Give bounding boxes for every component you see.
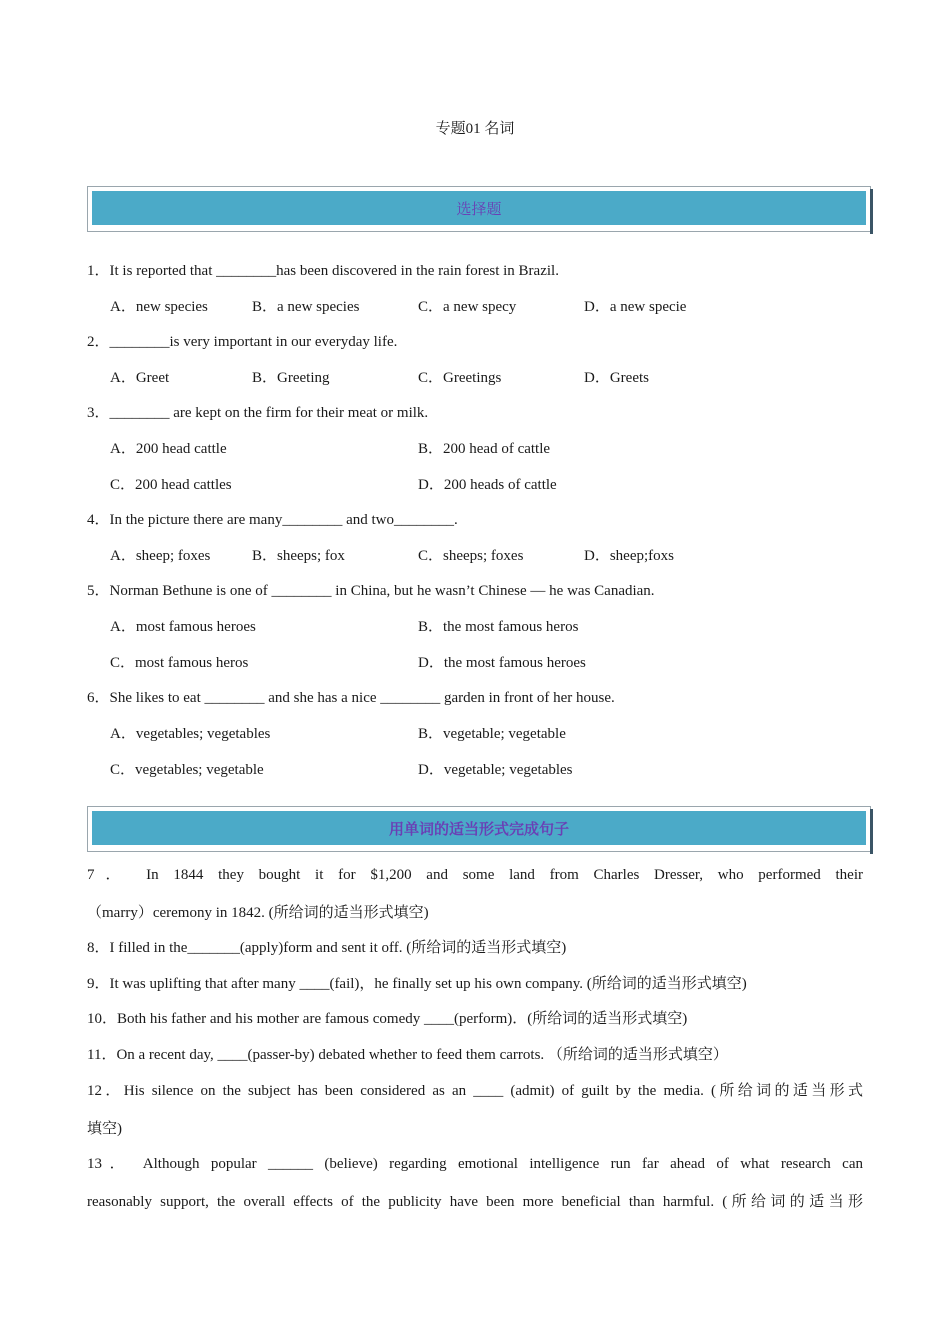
question-9: 9．It was uplifting that after many ____(fail)，he finally set up his own company. (所给词的适当形式填空) <box>87 976 747 992</box>
question-5-option-b: B．the most famous heros <box>418 619 579 635</box>
question-4-option-c: C．sheeps; foxes <box>418 548 524 564</box>
question-3-option-c: C．200 head cattles <box>110 477 232 493</box>
question-7-line-1: 7． In 1844 they bought it for $1,200 and some land from Charles Dresser, who performed their <box>87 867 863 883</box>
question-6-option-d: D．vegetable; vegetables <box>418 762 573 778</box>
question-4-stem: 4．In the picture there are many________ and two________. <box>87 512 458 528</box>
question-10: 10．Both his father and his mother are famous comedy ____(perform)．(所给词的适当形式填空) <box>87 1011 688 1027</box>
question-12-line-1: 12．His silence on the subject has been considered as an ____ (admit) of guilt by the media. (所给词的适当形式 <box>87 1083 863 1099</box>
question-3-option-d: D．200 heads of cattle <box>418 477 557 493</box>
question-8: 8．I filled in the_______(apply)form and sent it off. (所给词的适当形式填空) <box>87 940 567 956</box>
question-5-option-a: A．most famous heroes <box>110 619 256 635</box>
question-6-option-b: B．vegetable; vegetable <box>418 726 566 742</box>
question-12-line-2: 填空) <box>87 1121 122 1137</box>
section-title-choice: 选择题 <box>92 191 866 225</box>
question-4-option-a: A．sheep; foxes <box>110 548 211 564</box>
question-11: 11．On a recent day, ____(passer-by) debated whether to feed them carrots. （所给词的适当形式填空） <box>87 1047 728 1063</box>
question-1-option-a: A．new species <box>110 299 208 315</box>
question-6-stem: 6．She likes to eat ________ and she has a nice ________ garden in front of her house. <box>87 690 615 706</box>
question-6-option-a: A．vegetables; vegetables <box>110 726 271 742</box>
question-2-option-b: B．Greeting <box>252 370 330 386</box>
question-1-option-d: D．a new specie <box>584 299 687 315</box>
question-7-line-2: （marry）ceremony in 1842. (所给词的适当形式填空) <box>87 905 429 921</box>
question-3-stem: 3．________ are kept on the firm for their meat or milk. <box>87 405 429 421</box>
question-2-option-c: C．Greetings <box>418 370 502 386</box>
section-title-fill: 用单词的适当形式完成句子 <box>92 811 866 845</box>
question-1-option-b: B．a new species <box>252 299 360 315</box>
section-banner-choice <box>87 186 871 232</box>
question-3-option-a: A．200 head cattle <box>110 441 227 457</box>
question-4-option-d: D．sheep;foxs <box>584 548 674 564</box>
question-4-option-b: B．sheeps; fox <box>252 548 345 564</box>
question-13-line-2: reasonably support, the overall effects of the publicity have been more beneficial than harmful. (所给词的适当形 <box>87 1194 863 1210</box>
question-5-stem: 5．Norman Bethune is one of ________ in China, but he wasn’t Chinese — he was Canadian. <box>87 583 655 599</box>
section-banner-fill <box>87 806 871 852</box>
question-13-line-1: 13． Although popular ______ (believe) regarding emotional intelligence run far ahead of what research can <box>87 1156 863 1172</box>
question-2-option-a: A．Greet <box>110 370 170 386</box>
question-5-option-d: D．the most famous heroes <box>418 655 586 671</box>
page-title: 专题01 名词 <box>435 121 515 137</box>
question-2-option-d: D．Greets <box>584 370 649 386</box>
question-3-option-b: B．200 head of cattle <box>418 441 551 457</box>
question-1-option-c: C．a new specy <box>418 299 517 315</box>
question-2-stem: 2．________is very important in our everyday life. <box>87 334 398 350</box>
question-5-option-c: C．most famous heros <box>110 655 249 671</box>
question-6-option-c: C．vegetables; vegetable <box>110 762 264 778</box>
question-1-stem: 1．It is reported that ________has been discovered in the rain forest in Brazil. <box>87 263 559 279</box>
